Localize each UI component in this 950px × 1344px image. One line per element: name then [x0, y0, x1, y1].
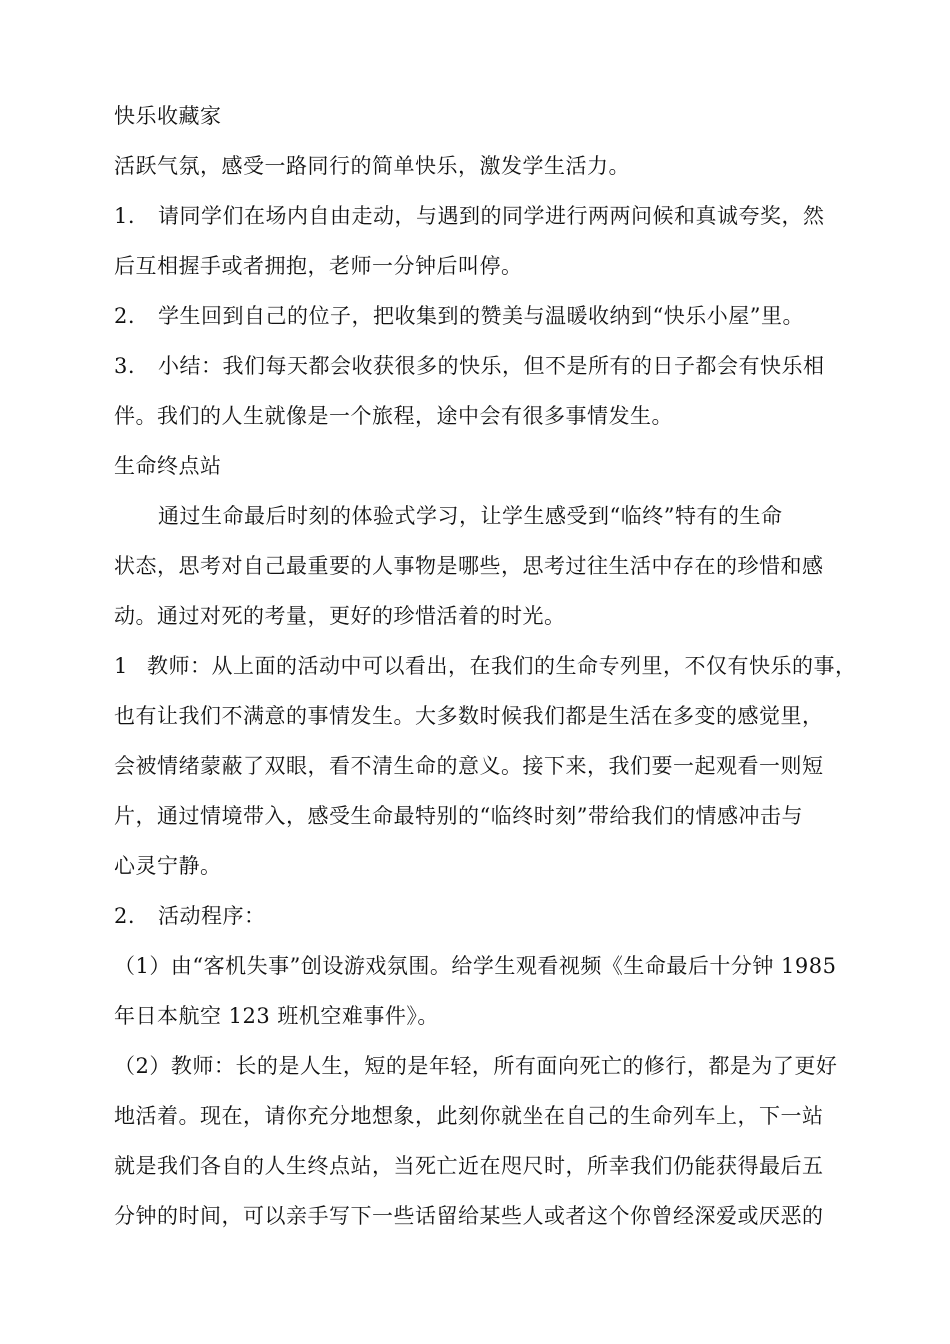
- step-text: 请同学们在场内自由走动，与遇到的同学进行两两问候和真诚夸奖，然: [158, 204, 825, 228]
- step-number: 3.: [114, 354, 136, 378]
- step-number: 2.: [114, 304, 136, 328]
- step-item: [114, 341, 864, 391]
- step-number: 2.: [114, 904, 136, 928]
- sub-step-line: （2）教师：长的是人生，短的是年轻，所有面向死亡的修行，都是为了更好: [114, 1054, 838, 1078]
- section-title-life-terminal: 生命终点站: [114, 454, 222, 478]
- step-text-continued: 也有让我们不满意的事情发生。大多数时候我们都是生活在多变的感觉里，: [114, 704, 824, 728]
- step-text: 学生回到自己的位子，把收集到的赞美与温暖收纳到“快乐小屋”里。: [158, 304, 804, 328]
- sub-step-line: （1）由“客机失事”创设游戏氛围。给学生观看视频《生命最后十分钟 1985: [114, 954, 837, 978]
- section-goal-line: 通过生命最后时刻的体验式学习，让学生感受到“临终”特有的生命: [158, 504, 783, 528]
- step-label: 活动程序：: [158, 904, 266, 928]
- section-goal-line: 状态，思考对自己最重要的人事物是哪些，思考过往生活中存在的珍惜和感: [114, 554, 824, 578]
- step-item: [114, 191, 864, 241]
- sub-step-line: 年日本航空 123 班机空难事件》。: [114, 1004, 439, 1028]
- step-text: 教师：从上面的活动中可以看出，在我们的生命专列里，不仅有快乐的事，: [147, 654, 857, 678]
- step-item: [114, 641, 864, 691]
- step-item: [114, 291, 864, 341]
- sub-step-line: 地活着。现在，请你充分地想象，此刻你就坐在自己的生命列车上，下一站: [114, 1104, 824, 1128]
- step-item: [114, 891, 864, 941]
- step-text: 小结：我们每天都会收获很多的快乐，但不是所有的日子都会有快乐相: [158, 354, 825, 378]
- sub-step-line: 就是我们各自的人生终点站，当死亡近在咫尺时，所幸我们仍能获得最后五: [114, 1154, 824, 1178]
- step-number: 1.: [114, 204, 136, 228]
- section-title-happy-collector: 快乐收藏家: [114, 104, 222, 128]
- section-goal: 活跃气氛，感受一路同行的简单快乐，激发学生活力。: [114, 154, 630, 178]
- step-text-continued: 片，通过情境带入，感受生命最特别的“临终时刻”带给我们的情感冲击与: [114, 804, 803, 828]
- section-goal-line: 动。通过对死的考量，更好的珍惜活着的时光。: [114, 604, 566, 628]
- document-body: [114, 91, 864, 1241]
- step-text-continued: 心灵宁静。: [114, 854, 222, 878]
- step-text-continued: 后互相握手或者拥抱，老师一分钟后叫停。: [114, 254, 523, 278]
- sub-step-line: 分钟的时间，可以亲手写下一些话留给某些人或者这个你曾经深爱或厌恶的: [114, 1204, 824, 1228]
- step-number: 1: [114, 654, 128, 678]
- step-text-continued: 会被情绪蒙蔽了双眼，看不清生命的意义。接下来，我们要一起观看一则短: [114, 754, 824, 778]
- step-text-continued: 伴。我们的人生就像是一个旅程，途中会有很多事情发生。: [114, 404, 673, 428]
